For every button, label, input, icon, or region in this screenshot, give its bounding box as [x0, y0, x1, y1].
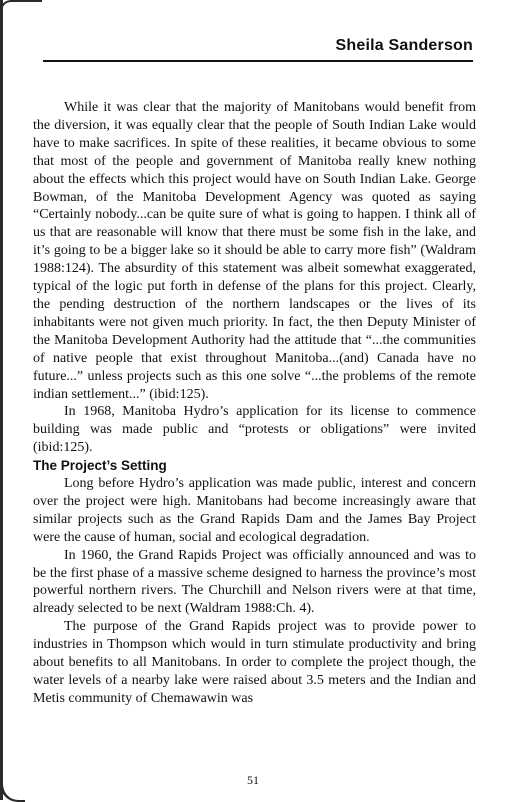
paragraph: The purpose of the Grand Rapids project was to provide power to industries in Thompson which would in turn stimulate productivity and bring about benefits to all Manitobans. In order to complete the project though, the water levels of a nearby lake were raised about 3.5 meters and the Indian and Metis community of Chemawawin was	[33, 619, 476, 706]
page-number: 51	[247, 773, 259, 787]
paragraph: While it was clear that the majority of Manitobans would benefit from the diversion, it was equally clear that the people of South Indian Lake would have to make sacrifices. In spite of these realities, it became obvious to some that most of the people and government of Manitoba really knew nothing about the effects which this project would have on South Indian Lake. George Bowman, of the Manitoba Development Agency was quoted as saying “Certainly nobody...can be quite sure of what is going to happen. I think all of us that are reasonable will know that there must be some fish in the lake, and it’s going to be a bigger lake so it should be able to carry more fish” (Waldram 1988:124). The absurdity of this statement was albeit somewhat exaggerated, typical of the logic put forth in defense of the plans for this project. Clearly, the pending destruction of the northern landscapes or the lives of its inhabitants were not given much priority. In fact, the then Deputy Minister of the Manitoba Development Authority had the attitude that “...the communities of native people that exist throughout Manitoba...(and) Canada have no future...” unless projects such as this one solve “...the problems of the remote indian settlement...” (ibid:125).	[33, 100, 476, 402]
paragraph: In 1960, the Grand Rapids Project was officially announced and was to be the first phase of a massive scheme designed to harness the province’s most powerful northern rivers. The Churchill and Nelson rivers were at that time, already selected to be next (Waldram 1988:Ch. 4).	[33, 547, 476, 617]
scan-page-corner	[0, 0, 42, 11]
scan-page-edge	[0, 0, 3, 800]
body-text	[33, 99, 476, 708]
header-rule	[43, 60, 473, 62]
running-head: Sheila Sanderson	[335, 37, 473, 54]
paragraph: In 1968, Manitoba Hydro’s application for its license to commence building was made public and “protests or obligations” were invited (ibid:125).	[33, 404, 476, 456]
section-heading: The Project’s Setting	[33, 458, 167, 474]
paragraph: Long before Hydro’s application was made public, interest and concern over the project were high. Manitobans had become increasingly aware that similar projects such as the Grand Rapids Dam and the James Bay Project were the cause of human, social and ecological degradation.	[33, 476, 476, 545]
